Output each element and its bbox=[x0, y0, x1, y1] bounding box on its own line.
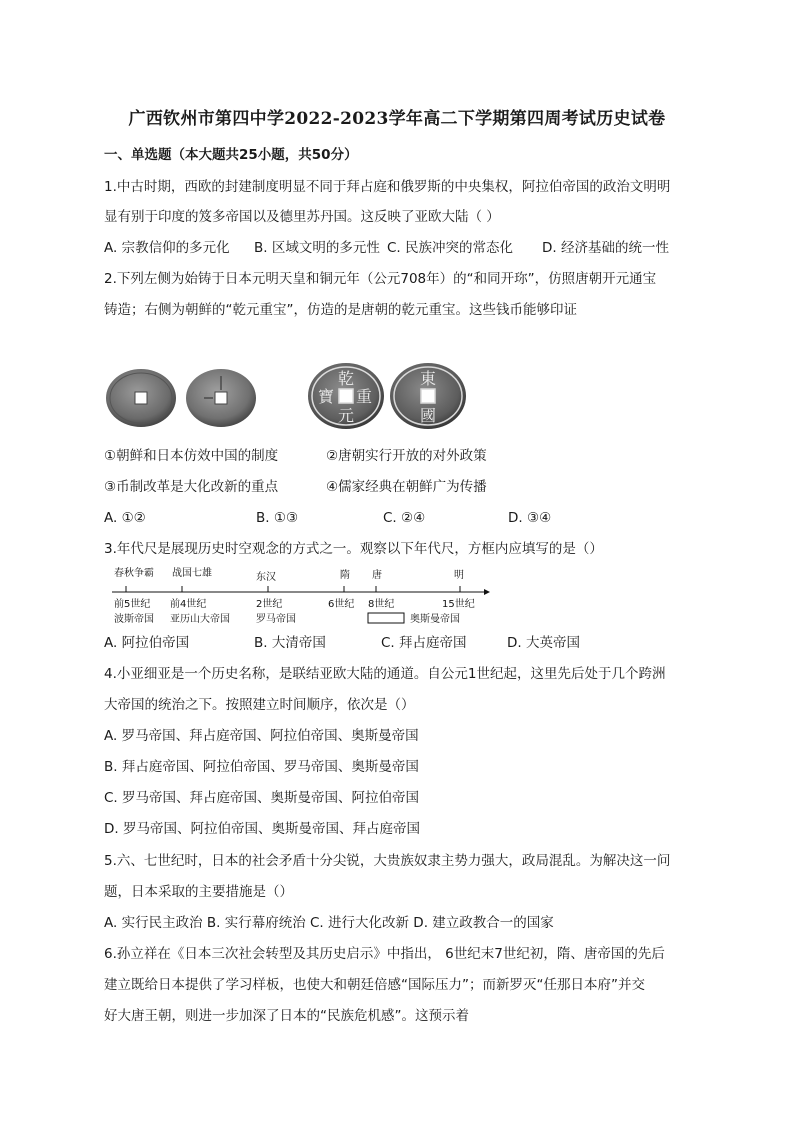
tick-label-6c: 6世纪 bbox=[328, 599, 355, 610]
coin3-char-top: 乾 bbox=[337, 369, 355, 388]
coin-wadokaichin-reverse-image bbox=[184, 368, 258, 428]
q3-line-1: 3.年代尺是展现历史时空观念的方式之一。观察以下年代尺，方框内应填写的是（） bbox=[104, 541, 603, 557]
q1-option-c[interactable]: C. 民族冲突的常态化 bbox=[387, 240, 514, 256]
tick-label-2c: 2世纪 bbox=[256, 599, 283, 610]
tick-label-8c: 8世纪 bbox=[368, 599, 395, 610]
coin-dongguk-image bbox=[388, 361, 468, 431]
timeline-label-ming: 明 bbox=[454, 570, 464, 581]
answer-blank-box bbox=[368, 613, 404, 623]
q2-option-d[interactable]: D. ③④ bbox=[508, 510, 552, 526]
q1-option-a[interactable]: A. 宗教信仰的多元化 bbox=[104, 240, 230, 256]
q3-option-a[interactable]: A. 阿拉伯帝国 bbox=[104, 635, 190, 651]
empire-roman: 罗马帝国 bbox=[256, 614, 296, 625]
q1-option-d[interactable]: D. 经济基础的统一性 bbox=[542, 240, 669, 256]
q2-option-c[interactable]: C. ②④ bbox=[383, 510, 426, 526]
section-heading: 一、单选题（本大题共25小题，共50分） bbox=[104, 147, 358, 163]
q5-line-1: 5.六、七世纪时，日本的社会矛盾十分尖锐，大贵族奴隶主势力强大，政局混乱。为解决这一问 bbox=[104, 853, 671, 869]
q4-line-2: 大帝国的统治之下。按照建立时间顺序，依次是（） bbox=[104, 697, 415, 713]
tick-label-4bc: 前4世纪 bbox=[170, 599, 207, 610]
tick-label-15c: 15世纪 bbox=[442, 599, 475, 610]
timeline-label-donghan: 东汉 bbox=[256, 572, 276, 583]
q3-option-d[interactable]: D. 大英帝国 bbox=[507, 635, 580, 651]
q3-option-b[interactable]: B. 大清帝国 bbox=[254, 635, 326, 651]
q4-option-b[interactable]: B. 拜占庭帝国、阿拉伯帝国、罗马帝国、奥斯曼帝国 bbox=[104, 759, 419, 775]
q6-line-2: 建立既给日本提供了学习样板，也使大和朝廷倍感“国际压力”；而新罗灭“任那日本府”并交 bbox=[104, 977, 645, 993]
timeline-label-zhanguo: 战国七雄 bbox=[172, 568, 212, 579]
exam-title: 广西钦州市第四中学2022-2023学年高二下学期第四周考试历史试卷 bbox=[128, 109, 666, 129]
q4-line-1: 4.小亚细亚是一个历史名称，是联结亚欧大陆的通道。自公元1世纪起，这里先后处于几个跨洲 bbox=[104, 666, 666, 682]
tick-label-5bc: 前5世纪 bbox=[114, 599, 151, 610]
q1-line-1: 1.中古时期，西欧的封建制度明显不同于拜占庭和俄罗斯的中央集权，阿拉伯帝国的政治文明明 bbox=[104, 179, 671, 195]
empire-alexander: 亚历山大帝国 bbox=[170, 614, 230, 625]
q2-statement-1: ①朝鲜和日本仿效中国的制度 bbox=[104, 448, 279, 464]
empire-ottoman: 奥斯曼帝国 bbox=[410, 614, 460, 625]
q2-line-2: 铸造；右侧为朝鲜的“乾元重宝”，仿造的是唐朝的乾元重宝。这些钱币能够印证 bbox=[104, 302, 577, 318]
q3-option-c[interactable]: C. 拜占庭帝国 bbox=[381, 635, 467, 651]
coin3-char-bottom: 元 bbox=[337, 406, 355, 425]
timeline-label-tang: 唐 bbox=[372, 570, 382, 581]
q4-option-a[interactable]: A. 罗马帝国、拜占庭帝国、阿拉伯帝国、奥斯曼帝国 bbox=[104, 728, 419, 744]
q2-option-a[interactable]: A. ①② bbox=[104, 510, 146, 526]
q2-statement-2: ②唐朝实行开放的对外政策 bbox=[326, 448, 487, 464]
q6-line-3: 好大唐王朝，则进一步加深了日本的“民族危机感”。这预示着 bbox=[104, 1008, 469, 1024]
q2-line-1: 2.下列左侧为始铸于日本元明天皇和铜元年（公元708年）的“和同开珎”，仿照唐朝开元通宝 bbox=[104, 271, 657, 287]
q1-option-b[interactable]: B. 区域文明的多元性 bbox=[254, 240, 380, 256]
q2-statement-3: ③币制改革是大化改新的重点 bbox=[104, 479, 279, 495]
timeline-label-sui: 隋 bbox=[340, 570, 350, 581]
timeline-figure bbox=[110, 566, 490, 628]
q4-option-d[interactable]: D. 罗马帝国、阿拉伯帝国、奥斯曼帝国、拜占庭帝国 bbox=[104, 821, 420, 837]
q5-options[interactable]: A. 实行民主政治 B. 实行幕府统治 C. 进行大化改新 D. 建立政教合一的国家 bbox=[104, 915, 554, 931]
coin4-char-bottom: 國 bbox=[419, 406, 437, 425]
q2-option-b[interactable]: B. ①③ bbox=[256, 510, 299, 526]
coin3-char-left: 寶 bbox=[317, 387, 335, 406]
empire-persian: 波斯帝国 bbox=[114, 614, 154, 625]
q2-statement-4: ④儒家经典在朝鲜广为传播 bbox=[326, 479, 487, 495]
timeline-label-chunqiu: 春秋争霸 bbox=[114, 568, 154, 579]
q6-line-1: 6.孙立祥在《日本三次社会转型及其历史启示》中指出， 6世纪末7世纪初，隋、唐帝国的先后 bbox=[104, 946, 665, 962]
q5-line-2: 题，日本采取的主要措施是（） bbox=[104, 884, 293, 900]
q4-option-c[interactable]: C. 罗马帝国、拜占庭帝国、奥斯曼帝国、阿拉伯帝国 bbox=[104, 790, 420, 806]
coin3-char-right: 重 bbox=[355, 387, 373, 406]
q1-line-2: 显有别于印度的笈多帝国以及德里苏丹国。这反映了亚欧大陆（ ） bbox=[104, 209, 500, 225]
coin-wadokaichin-image bbox=[104, 368, 178, 428]
coin-geonwon-jungbo-image bbox=[306, 361, 386, 431]
timeline-arrow-icon bbox=[484, 589, 490, 595]
coin4-char-top: 東 bbox=[419, 369, 437, 388]
